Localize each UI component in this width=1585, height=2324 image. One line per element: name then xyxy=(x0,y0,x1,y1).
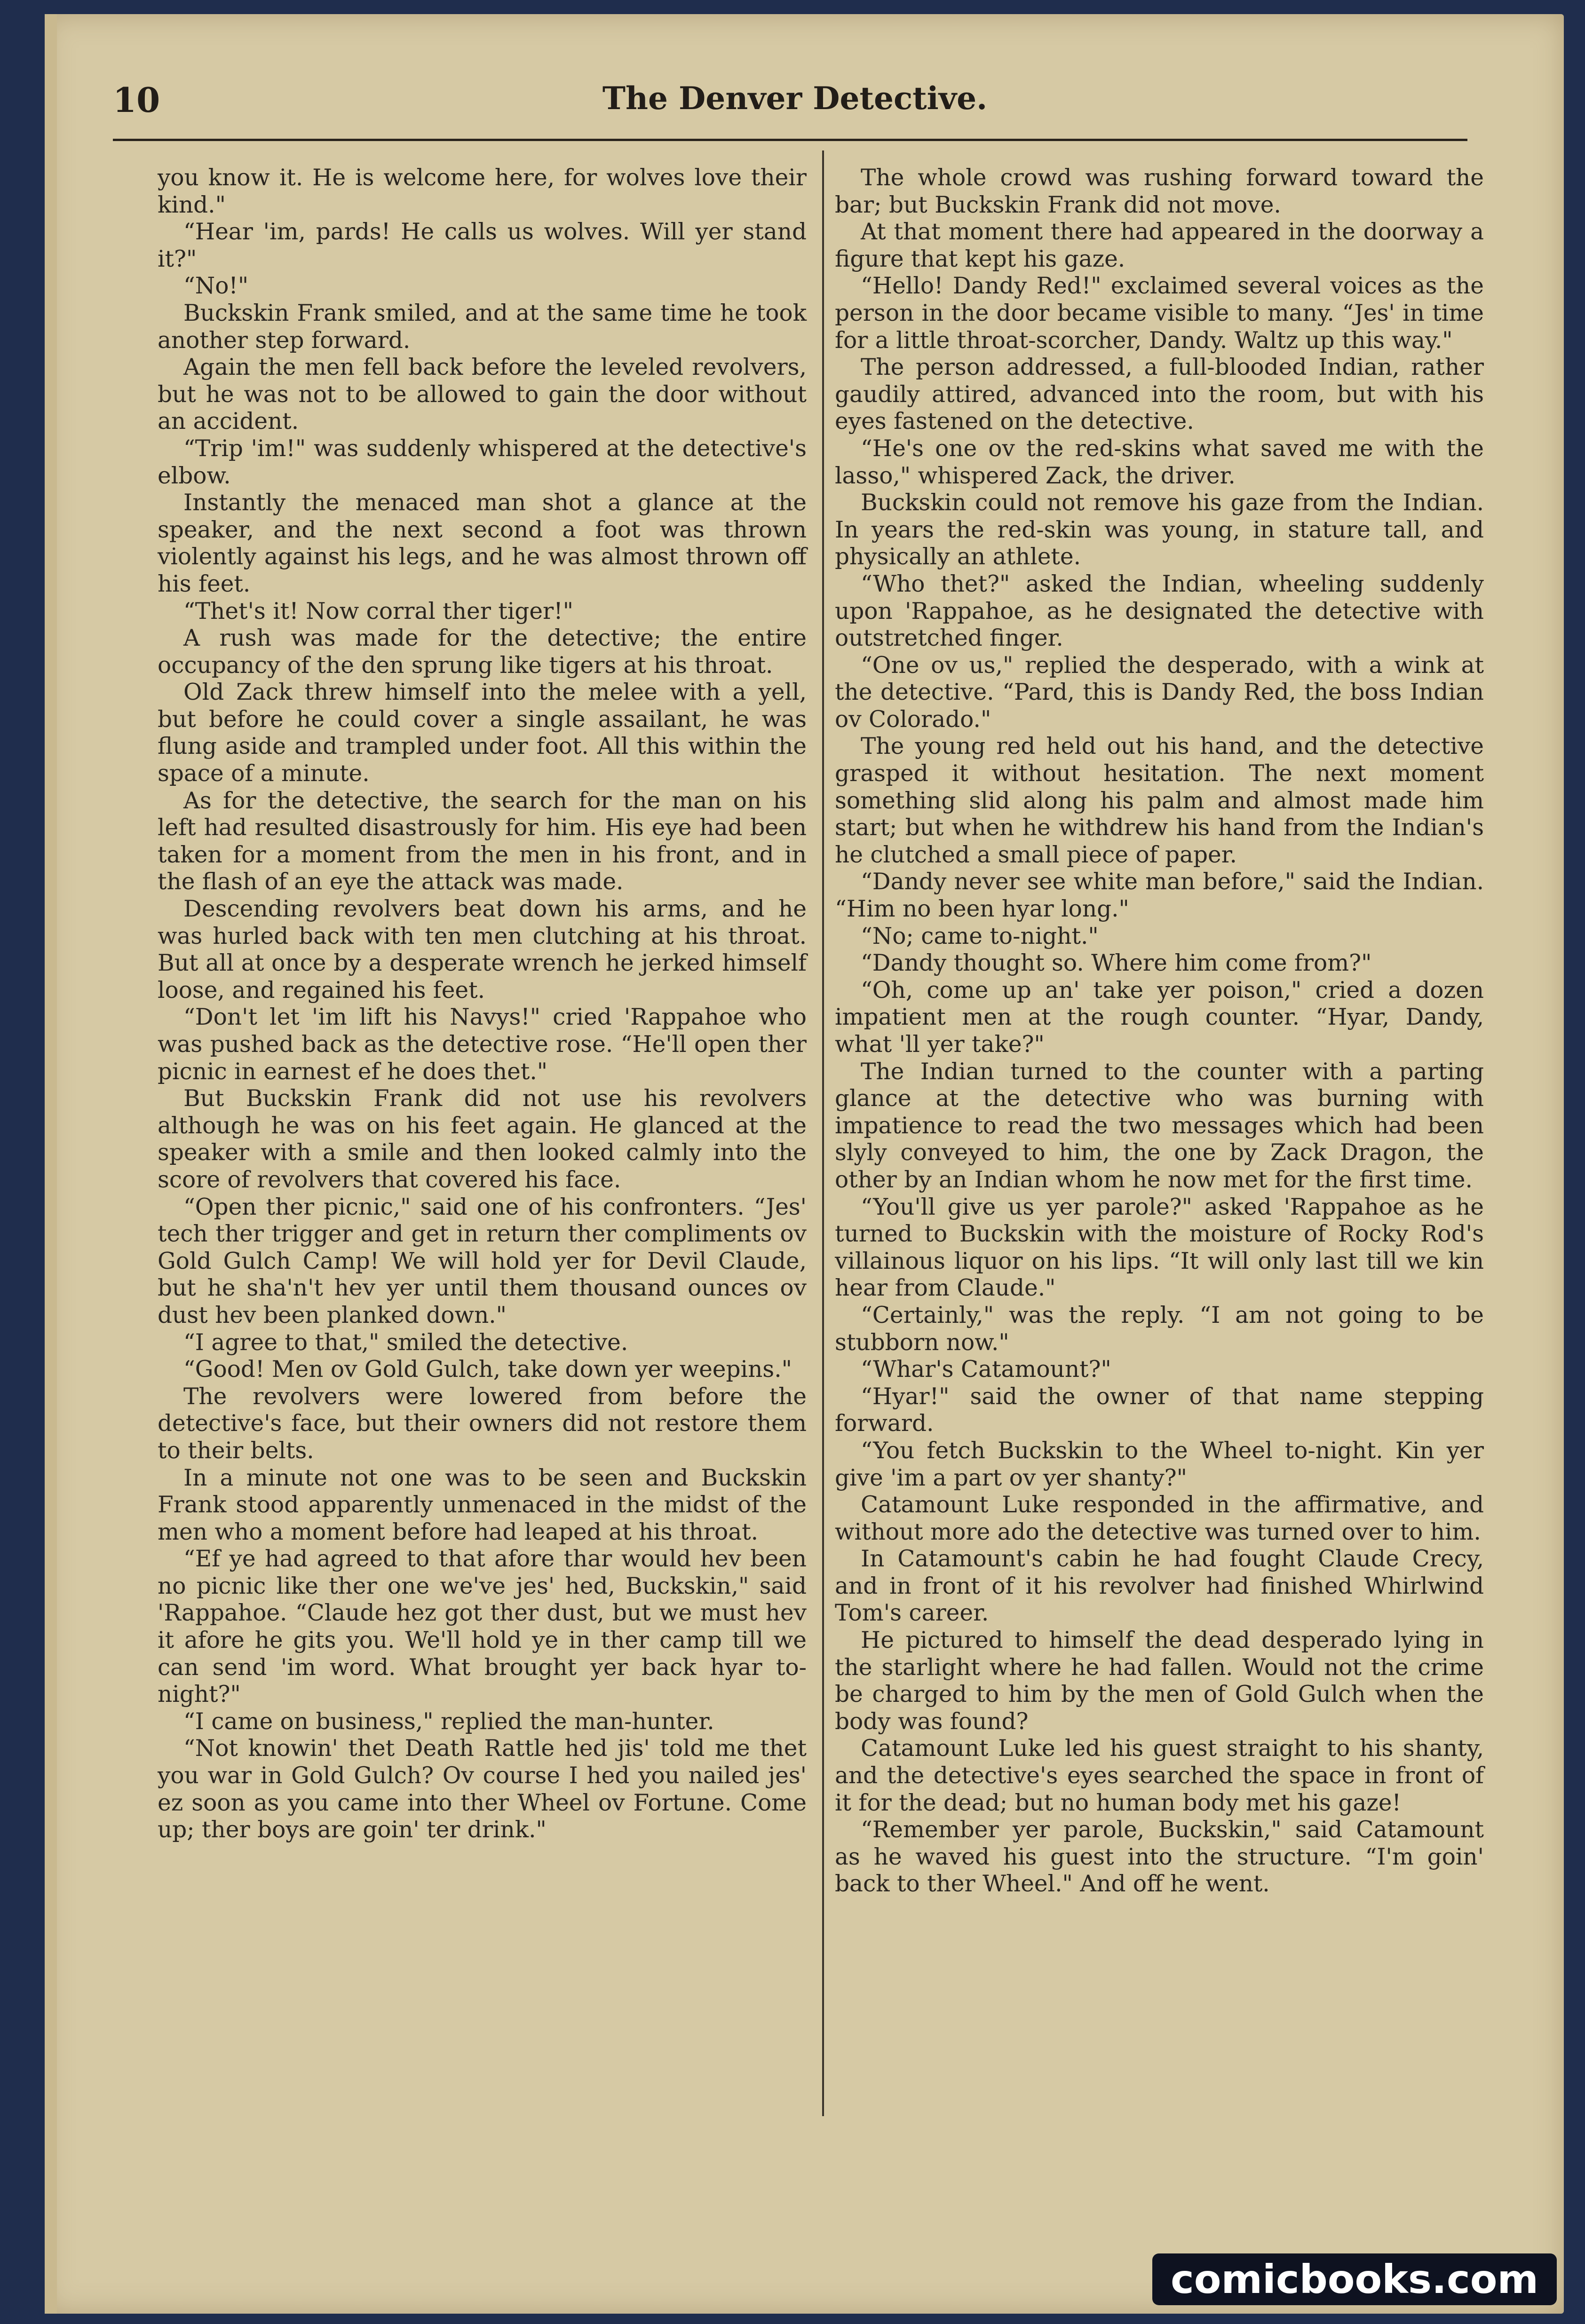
paragraph: “Remember yer parole, Buckskin," said Catamount as he waved his guest into the structure. “I'm goin' back to ther Wheel." And off he went. xyxy=(835,1817,1484,1897)
paragraph: you know it. He is welcome here, for wolves love their kind." xyxy=(158,165,807,218)
paragraph: “Not knowin' thet Death Rattle hed jis' told me thet you war in Gold Gulch? Ov course I hed you nailed jes' ez soon as you came into ther Wheel ov Fortune. Come up; ther boys are goin' ter drink." xyxy=(158,1735,807,1843)
paragraph: The person addressed, a full-blooded Indian, rather gaudily attired, advanced into the room, but with his eyes fastened on the detective. xyxy=(835,354,1484,435)
page-binding-edge xyxy=(45,14,57,2314)
page-header xyxy=(113,75,1477,146)
paragraph: Buckskin could not remove his gaze from the Indian. In years the red-skin was young, in stature tall, and physically an athlete. xyxy=(835,490,1484,570)
site-watermark: comicbooks.com xyxy=(1152,2253,1557,2305)
running-title: The Denver Detective. xyxy=(602,80,988,117)
paragraph: “Dandy never see white man before," said the Indian. “Him no been hyar long." xyxy=(835,869,1484,923)
paragraph: “One ov us," replied the desperado, with a wink at the detective. “Pard, this is Dandy Red, the boss Indian ov Colorado." xyxy=(835,652,1484,733)
paragraph: “No; came to-night." xyxy=(861,923,1099,949)
paragraph: Buckskin Frank smiled, and at the same time he took another step forward. xyxy=(158,300,807,354)
paragraph: “You fetch Buckskin to the Wheel to-night. Kin yer give 'im a part ov yer shanty?" xyxy=(835,1437,1484,1491)
paragraph: The revolvers were lowered from before the detective's face, but their owners did not restore them to their belts. xyxy=(158,1383,807,1464)
page-number: 10 xyxy=(113,80,160,120)
paragraph: The Indian turned to the counter with a parting glance at the detective who was burning with impatience to read the two messages which had been slyly conveyed to him, the one by Zack Dragon, the other by an Indian whom he now met for the first time. xyxy=(835,1058,1484,1193)
paragraph: “Hear 'im, pards! He calls us wolves. Will yer stand it?" xyxy=(158,219,807,272)
paragraph: A rush was made for the detective; the entire occupancy of the den sprung like tigers at his throat. xyxy=(158,625,807,679)
paragraph: “Who thet?" asked the Indian, wheeling suddenly upon 'Rappahoe, as he designated the detective with outstretched finger. xyxy=(835,570,1484,652)
paragraph: In a minute not one was to be seen and Buckskin Frank stood apparently unmenaced in the midst of the men who a moment before had leaped at his throat. xyxy=(158,1464,807,1545)
paragraph: “Open ther picnic," said one of his confronters. “Jes' tech ther trigger and get in return ther compliments ov Gold Gulch Camp! We will hold yer for Devil Claude, but he sha'n't hev yer until them thousand ounces ov dust hev been planked down." xyxy=(158,1194,807,1328)
paragraph: The whole crowd was rushing forward toward the bar; but Buckskin Frank did not move. xyxy=(835,165,1484,218)
paragraph: As for the detective, the search for the man on his left had resulted disastrously for him. His eye had been taken for a moment from the men in his front, and in the flash of an eye the attack was made. xyxy=(158,787,807,895)
paragraph: “Don't let 'im lift his Navys!" cried 'Rappahoe who was pushed back as the detective rose. “He'll open ther picnic in earnest ef he does thet." xyxy=(158,1004,807,1085)
paragraph: “Hyar!" said the owner of that name stepping forward. xyxy=(835,1383,1484,1437)
paragraph: “I agree to that," smiled the detective. xyxy=(183,1329,628,1356)
paragraph: Catamount Luke responded in the affirmative, and without more ado the detective was turned over to him. xyxy=(835,1492,1484,1545)
paragraph: “Dandy thought so. Where him come from?" xyxy=(861,950,1372,977)
paragraph: Again the men fell back before the leveled revolvers, but he was not to be allowed to gain the door without an accident. xyxy=(158,354,807,435)
paragraph: He pictured to himself the dead desperado lying in the starlight where he had fallen. Would not the crime be charged to him by the men of Gold Gulch when the body was found? xyxy=(835,1627,1484,1735)
paragraph: “Oh, come up an' take yer poison," cried a dozen impatient men at the rough counter. “Hyar, Dandy, what 'll yer take?" xyxy=(835,977,1484,1058)
paragraph: “Whar's Catamount?" xyxy=(861,1356,1111,1383)
paragraph: “No!" xyxy=(183,273,249,300)
column-divider xyxy=(822,150,824,2116)
paragraph: “You'll give us yer parole?" asked 'Rappahoe as he turned to Buckskin with the moisture of Rocky Rod's villainous liquor on his lips. “It will only last till we kin hear from Claude." xyxy=(835,1194,1484,1302)
paragraph: Instantly the menaced man shot a glance at the speaker, and the next second a foot was thrown violently against his legs, and he was almost thrown off his feet. xyxy=(158,490,807,597)
paragraph: “Trip 'im!" was suddenly whispered at the detective's elbow. xyxy=(158,435,807,489)
paragraph: In Catamount's cabin he had fought Claude Crecy, and in front of it his revolver had finished Whirlwind Tom's career. xyxy=(835,1546,1484,1627)
paragraph: “Certainly," was the reply. “I am not going to be stubborn now." xyxy=(835,1302,1484,1356)
paragraph: “He's one ov the red-skins what saved me with the lasso," whispered Zack, the driver. xyxy=(835,435,1484,489)
paragraph: Old Zack threw himself into the melee with a yell, but before he could cover a single assailant, he was flung aside and trampled under foot. All this within the space of a minute. xyxy=(158,679,807,787)
paragraph: “Ef ye had agreed to that afore thar would hev been no picnic like ther one we've jes' hed, Buckskin," said 'Rappahoe. “Claude hez got ther dust, but we must hev it afore he gits you. We'll hold ye in ther camp till we can send 'im word. What brought yer back hyar to-night?" xyxy=(158,1546,807,1708)
paragraph: The young red held out his hand, and the detective grasped it without hesitation. The next moment something slid along his palm and almost made him start; but when he withdrew his hand from the Indian's he clutched a small piece of paper. xyxy=(835,733,1484,868)
paragraph: Descending revolvers beat down his arms, and he was hurled back with ten men clutching at his throat. But all at once by a desperate wrench he jerked himself loose, and regained his feet. xyxy=(158,896,807,1004)
header-rule xyxy=(113,139,1467,141)
paragraph: “Thet's it! Now corral ther tiger!" xyxy=(183,598,574,624)
right-column xyxy=(835,165,1484,1898)
paragraph: But Buckskin Frank did not use his revolvers although he was on his feet again. He glanced at the speaker with a smile and then looked calmly into the score of revolvers that covered his face. xyxy=(158,1085,807,1193)
paragraph: At that moment there had appeared in the doorway a figure that kept his gaze. xyxy=(835,219,1484,272)
paragraph: “Good! Men ov Gold Gulch, take down yer weepins." xyxy=(183,1356,792,1383)
left-column xyxy=(158,165,807,1844)
paragraph: “Hello! Dandy Red!" exclaimed several voices as the person in the door became visible to many. “Jes' in time for a little throat-scorcher, Dandy. Waltz up this way." xyxy=(835,273,1484,354)
paragraph: “I came on business," replied the man-hunter. xyxy=(183,1708,714,1735)
paragraph: Catamount Luke led his guest straight to his shanty, and the detective's eyes searched the space in front of it for the dead; but no human body met his gaze! xyxy=(835,1735,1484,1816)
